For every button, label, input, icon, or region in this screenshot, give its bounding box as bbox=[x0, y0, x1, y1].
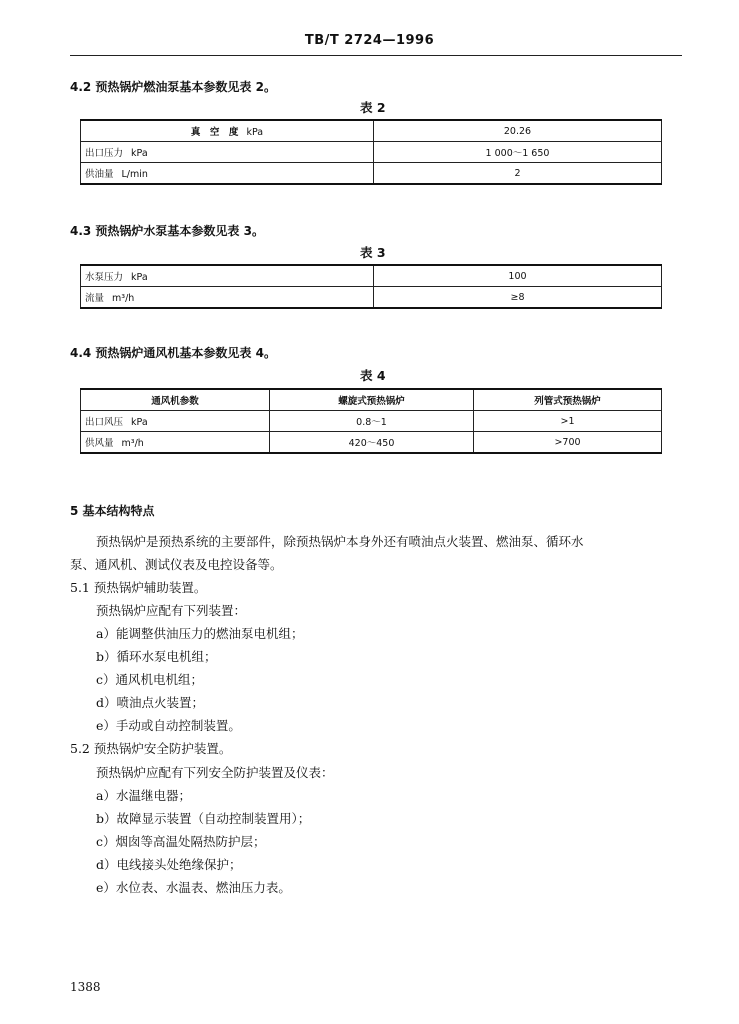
table-2 bbox=[80, 119, 662, 185]
table-cell: 2 bbox=[374, 163, 662, 185]
table-header-cell: 列管式预热锅炉 bbox=[474, 389, 662, 411]
table-cell bbox=[81, 287, 374, 309]
table-row bbox=[81, 287, 662, 309]
table2-caption: 表 2 bbox=[360, 100, 386, 115]
cell-unit: kPa bbox=[131, 417, 148, 428]
section-5-2-title: 5.2 预热锅炉安全防护装置。 bbox=[70, 741, 232, 756]
table3-caption: 表 3 bbox=[360, 245, 386, 260]
section-5-para-line1: 预热锅炉是预热系统的主要部件，除预热锅炉本身外还有喷油点火装置、燃油泵、循环水 bbox=[96, 534, 584, 549]
table-cell: >700 bbox=[474, 432, 662, 454]
list-item: e）手动或自动控制装置。 bbox=[96, 718, 241, 733]
table-4 bbox=[80, 388, 662, 454]
list-item: d）喷油点火装置； bbox=[96, 695, 205, 710]
list-item: b）循环水泵电机组； bbox=[96, 649, 217, 664]
cell-unit: kPa bbox=[131, 272, 148, 283]
section-4-4: 4.4 预热锅炉通风机基本参数见表 4。 bbox=[70, 346, 276, 360]
list-item: a）能调整供油压力的燃油泵电机组； bbox=[96, 626, 304, 641]
table-row bbox=[81, 411, 662, 432]
list-item: b）故障显示装置（自动控制装置用）； bbox=[96, 811, 311, 826]
cell-unit: kPa bbox=[131, 148, 148, 159]
table-row bbox=[81, 120, 662, 142]
list-item: a）水温继电器； bbox=[96, 788, 191, 803]
table-cell bbox=[81, 432, 270, 454]
table-row bbox=[81, 163, 662, 185]
cell-label: 出口风压 bbox=[85, 417, 124, 428]
cell-label: 出口压力 bbox=[85, 148, 124, 159]
page-header-code: TB/T 2724—1996 bbox=[304, 33, 435, 48]
cell-unit: m³/h bbox=[121, 438, 144, 449]
section-4-2: 4.2 预热锅炉燃油泵基本参数见表 2。 bbox=[70, 80, 276, 94]
list-item: d）电线接头处绝缘保护； bbox=[96, 857, 242, 872]
table-row bbox=[81, 432, 662, 454]
cell-label: 真 空 度 bbox=[190, 127, 239, 138]
cell-label: 水泵压力 bbox=[85, 272, 124, 283]
table-cell: 0.8～1 bbox=[270, 411, 474, 432]
table4-caption: 表 4 bbox=[360, 368, 386, 383]
table-header-cell: 螺旋式预热锅炉 bbox=[270, 389, 474, 411]
table-cell: 420～450 bbox=[270, 432, 474, 454]
cell-label: 供油量 bbox=[85, 169, 114, 180]
table-row bbox=[81, 265, 662, 287]
table-cell: 100 bbox=[374, 265, 662, 287]
table-cell: 1 000～1 650 bbox=[374, 142, 662, 163]
table-header-cell: 通风机参数 bbox=[81, 389, 270, 411]
table-cell bbox=[81, 265, 374, 287]
table-row bbox=[81, 142, 662, 163]
table-header-row bbox=[81, 389, 662, 411]
list-item: c）烟囱等高温处隔热防护层； bbox=[96, 834, 266, 849]
table-cell: 20.26 bbox=[374, 120, 662, 142]
cell-unit: m³/h bbox=[112, 293, 135, 304]
table-cell bbox=[81, 411, 270, 432]
section-4-3: 4.3 预热锅炉水泵基本参数见表 3。 bbox=[70, 224, 264, 238]
table-cell bbox=[81, 163, 374, 185]
cell-label: 供风量 bbox=[85, 438, 114, 449]
section-5-1-title: 5.1 预热锅炉辅助装置。 bbox=[70, 580, 207, 595]
table-cell bbox=[81, 120, 374, 142]
section-5-2-intro: 预热锅炉应配有下列安全防护装置及仪表： bbox=[96, 765, 334, 780]
list-item: e）水位表、水温表、燃油压力表。 bbox=[96, 880, 291, 895]
cell-label: 流量 bbox=[85, 293, 105, 304]
table-cell: ≥8 bbox=[374, 287, 662, 309]
header-rule bbox=[70, 55, 682, 56]
page-number: 1388 bbox=[70, 980, 101, 994]
list-item: c）通风机电机组； bbox=[96, 672, 204, 687]
cell-unit: L/min bbox=[121, 169, 148, 180]
section-5-para-line2: 泵、通风机、测试仪表及电控设备等。 bbox=[70, 557, 283, 572]
cell-unit: kPa bbox=[246, 127, 264, 138]
table-cell: >1 bbox=[474, 411, 662, 432]
table-3 bbox=[80, 264, 662, 309]
section-5-1-intro: 预热锅炉应配有下列装置： bbox=[96, 603, 247, 618]
table-cell bbox=[81, 142, 374, 163]
section-5-title: 5 基本结构特点 bbox=[70, 504, 155, 518]
